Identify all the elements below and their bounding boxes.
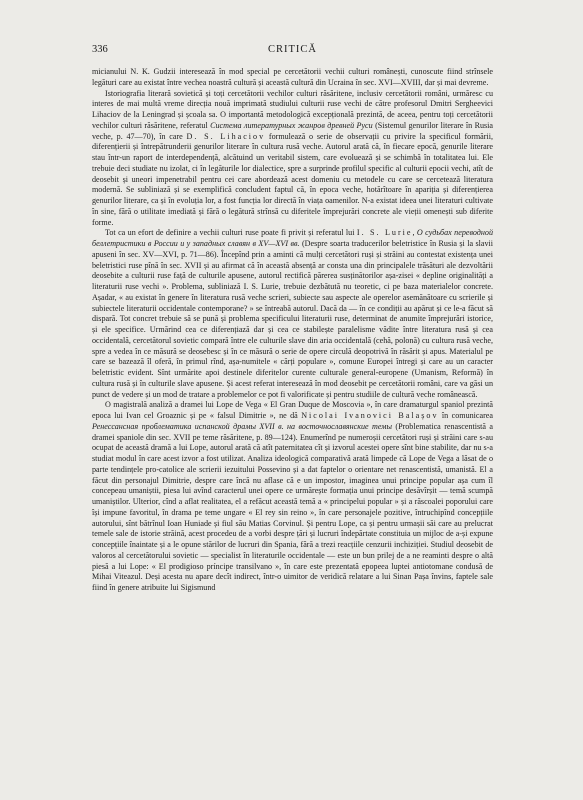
author-name: I. S. Lurie [356, 228, 413, 238]
text-run: O magistrală analiză a dramei lui Lope de Vega « El Gran Duque de Moscovia », în care dramaturgul spaniol prezintă epoca lui Ivan cel Groaznic și pe « falsul Dimitrie », ne dă [92, 400, 493, 420]
cited-title: Ренессансная проблематика испанской драмы XVII в. на восточнославянские темы [92, 421, 392, 431]
page-header [92, 44, 493, 58]
author-name: D. S. Lihaciov [186, 131, 266, 141]
text-run: (Despre soarta traducerilor beletristice în Rusia și la slavii apuseni în sec. XV—XVI, p. 71—86). Începînd prin a aminti că mulți cercetători ruși și străini au contestat existența unei beletristici ruse pînă în sec. XVII și au afirmat că în această absență ar consta una din principalele trăsături ale dezvoltării deosebite a culturii ruse față de culturile apusene, autorul rectifică părerea susținătorilor așa-zisei « depline originalități a literaturii ruse vechi ». Problema, subliniază I. S. Lurie, trebuie dezbătută nu teoretic, ci pe baza materialelor concrete. Așadar, « au existat în genere în literatura rusă veche scrieri, subiecte sau aspecte ale operelor asemănătoare cu scrierile și subiectele literaturii occidentale contemporane? » se întreabă autorul. Dacă da — în ce condiții au apărut și ce le-a făcut să dispară. Tot concret trebuie să se pună și problema specificului literaturii ruse, determinat de anumite împrejurări istorice, și ele specifice. Urmărind cea ce diferențiază dar și cea ce stabilește paralelisme vădite între literatura rusă și cea occidentală, cercetătorul sovietic compară între ele culturile slave din aria occidentală (cehă, polonă) cu cultura rusă veche, spre a vedea în ce măsură se deosebesc și în ce măsură o serie de opere circulă deopotrivă în răsărit și apus. Materialul pe care se bazează îl oferă, în primul rînd, așa-numitele « cărți populare », comune Europei întregi și care au un caracter beletristic evident. Sînt urmărite apoi destinele diferitelor curente culturale general-europene (Umanism, Reformă) în cultura rusă și în culturile slave apusene. Și acest referat interesează în mod deosebit pe cercetătorii români, care va găsi un punct de vedere și un mod de tratare a problemelor ce pot fi valorificate și pentru studiile de cultură veche românească. [92, 239, 494, 399]
author-name: Nicolai Ivanovici Balașov [301, 411, 439, 420]
text-run: micianului N. K. Gudzii interesează în mod special pe cercetătorii vechii culturi românești, cunoscute fiind strînsele legături care au existat între vechea noastră cultură și această cultură din Ucraina în sec. XVI—XVIII, dar și mai devreme. [92, 67, 493, 87]
article-body [92, 67, 493, 594]
cited-title: Система литературных жанров древней Руси [210, 120, 373, 130]
page-number: 336 [92, 44, 108, 55]
text-run: Tot ca un efort de definire a vechii culturi ruse poate fi privit și referatul lui [105, 228, 357, 238]
text-run: în comunicarea [438, 411, 493, 420]
text-run: formulează o serie de observații cu privire la specificul formării, diferențierii și întrepătrunderii genurilor literare în cultura rusă veche. Autorul arată că, în fiecare epocă, genurile literare stau într-un raport de interdependență, alcătuind un veritabil sistem, care evoluează și se schimbă în totalitatea lui. Ele trebuie deci studiate nu izolat, ci în legăturile lor dialectice, spre a surprinde profilul specific al culturii epocii vechi, atît de deosebit și uneori impenetrabil pentru cei care abordează acest domeniu cu metodele cu care se cercetează literatura modernă. Se subliniază și se exemplifică concludent faptul că, în epoca veche, hotărîtoare în apariția și diferențierea genurilor literare, ca și în evoluția lor, a fost funcția lor directă în viața oamenilor. N-a existat ideea unei literaturi cultivate în sine, fără o utilitate imediată și fără o legătură strînsă cu diferitele împrejurări concrete ale vieții omenești sub diferite forme. [92, 131, 493, 227]
paragraph [92, 67, 493, 89]
text-run: Istoriografia literară sovietică și toți cercetătorii vechilor culturi răsăritene, inclusiv cercetătorii români, urmăresc cu interes de mai multă vreme direcția nouă imprimată studiului culturii ruse vechi de către profesorul Dmitri Sergheevici Lihaciov de la Leningrad și școala sa. O importantă metodologică excepțională prezintă, de aceea, pentru toți cercetătorii vechilor culturi răsăritene, referatul [92, 88, 493, 130]
paragraph [92, 89, 493, 229]
paragraph [92, 228, 493, 400]
cited-title: О судьбах переводной беллетристики в России и у западных славян в XV—XVI вв. [92, 228, 494, 248]
paragraph [92, 400, 493, 594]
text-run: (Sistemul genurilor literare în Rusia veche, p. 47—70), în care [92, 120, 494, 141]
text-run: , [412, 228, 417, 238]
running-title: CRITICĂ [268, 44, 317, 55]
text-run: (Problematica renascentistă a dramei spaniole din sec. XVII pe teme răsăritene, p. 89—124). Enumerînd pe numeroșii cercetători ruși și străini care s-au ocupat de această dramă a lui Lope, autorul arată că atît paternitatea cît și izvorul acestei opere sînt bine stabilite, dar nu s-a studiat modul în care acest izvor a fost utilizat. Analiza ideologică comparativă arată limpede că Lope de Vega a lăsat de o parte tendințele pro-catolice ale scrierii iezuitului Possevino și a dat faptelor o orientare net renascentistă, umanistă. El a făcut din personajul Dimitrie, despre care încă nu aflase că e un impostor, imaginea unui principe popular așa cum îl concepeau umaniștii, piesa lui avînd caracterul unei opere ce urmărește formația unui principe desăvîrșit — temă scumpă umaniștilor. Ulterior, cînd a aflat realitatea, el a refăcut această temă a « principelui popular » și a răscoalei poporului care își impune favoritul, în drama pe teme ungare « El rey sin reino », în care personajele pozitive, întruchipînd concepțiile autorului, sînt bătrînul Ioan Huniade și fiul său Matias Corvinul. Și pentru Lope, ca și pentru urmașii săi care au prelucrat temele sale de istorie străină, acest procedeu de a vorbi despre țări și lucruri îndepărtate constituia un mijloc de a-și expune concepțiile înaintate și a le opune stărilor de lucruri din Spania, fără a trezi reacțiile cenzurii inchiziției. Studiul deosebit de valoros al cercetătorului sovietic — specialist în literaturile occidentale — este un bun prilej de a ne reaminti despre o altă piesă a lui Lope: « El prodigioso príncipe transilvano », în care este prezentată epopeea luptei antiotomane condusă de Mihai Viteazul. Deși acesta nu apare decît indirect, într-o uimitor de veridică relatare a lui Sinan Pașa învins, faptele sale fiind în genere atribuite lui Sigismund [92, 421, 493, 592]
